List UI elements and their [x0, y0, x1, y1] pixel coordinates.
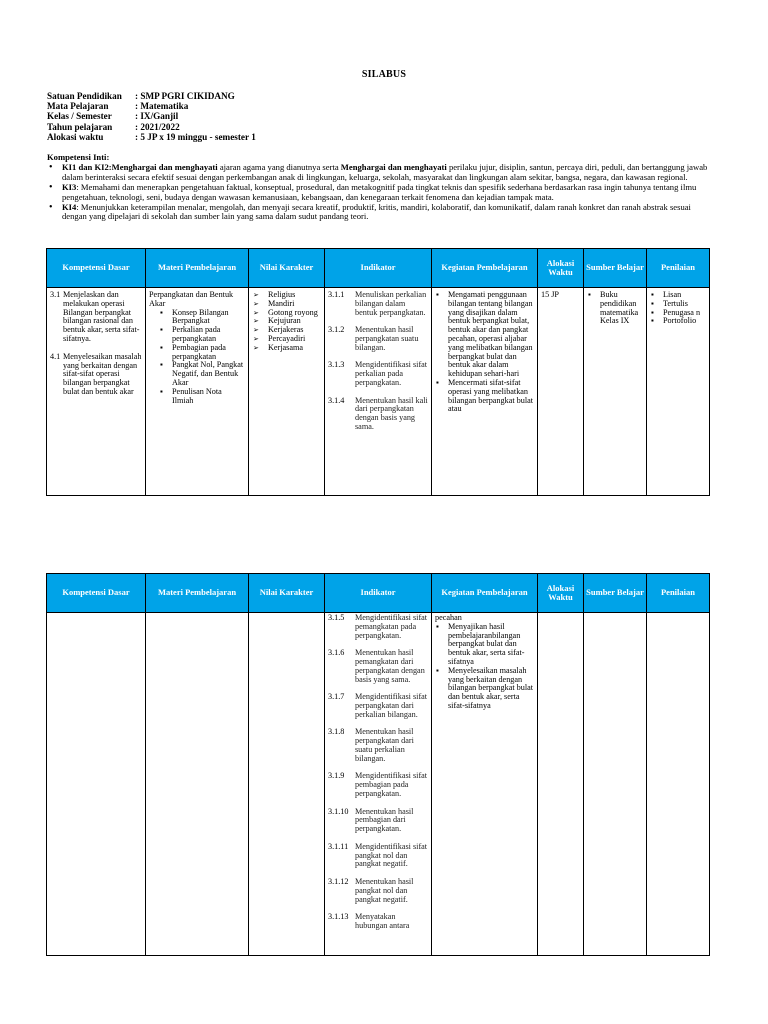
ki-bold-phrase: Menghargai dan menghayati [340, 161, 447, 172]
header-materi: Materi Pembelajaran [146, 574, 249, 613]
list-item: ▪ Pembagian pada perpangkatan [160, 344, 245, 362]
kd-item [50, 353, 142, 397]
indikator-number: 3.1.2 [328, 325, 345, 335]
meta-row [47, 111, 256, 121]
kd-text: Menyelesaikan masalah yang berkaitan dengan sifat-sifat operasi bilangan berpangkat bulat dan bentuk akar [63, 351, 142, 396]
header-penilaian: Penilaian [647, 249, 710, 288]
indikator-item [328, 614, 428, 640]
meta-value: : 2021/2022 [135, 121, 180, 132]
penilaian-list [650, 291, 706, 326]
kompetensi-inti-list [47, 163, 715, 222]
indikator-item [328, 843, 428, 869]
header-sumber: Sumber Belajar [584, 574, 647, 613]
indikator-item [328, 291, 428, 317]
indikator-text: Mengidentifikasi sifat perkalian pada perpangkatan. [355, 360, 428, 387]
document-title: SILABUS [361, 69, 407, 80]
indikator-item [328, 772, 428, 798]
meta-key: Alokasi waktu [47, 131, 104, 142]
list-item: ▪ Penugasa n [650, 309, 706, 318]
kegiatan-list [435, 614, 534, 711]
indikator-number: 3.1.12 [328, 876, 349, 886]
list-item: ➢ Mandiri [252, 300, 321, 309]
indikator-item [328, 397, 428, 432]
header-sumber: Sumber Belajar [584, 249, 647, 288]
indikator-text: Menentukan hasil kali dari perpangkatan dengan basis yang sama. [355, 395, 428, 431]
kompetensi-dasar-cell [47, 613, 146, 956]
meta-row [47, 122, 256, 132]
sumber-list [587, 291, 643, 326]
indikator-item [328, 728, 428, 763]
header-kegiatan: Kegiatan Pembelajaran [432, 574, 538, 613]
indikator-item [328, 361, 428, 387]
penilaian-cell [647, 613, 710, 956]
list-item: ▪ Penulisan Nota Ilmiah [160, 388, 245, 406]
ki-item [47, 163, 715, 183]
table-row [47, 613, 710, 956]
indikator-item [328, 326, 428, 352]
list-item: ▪ Menyajikan hasil pembelajaranbilangan berpangkat bulat dan bentuk akar, serta sifat-sifatnya [435, 623, 534, 667]
indikator-text: Menentukan hasil perpangkatan dari suatu perkalian bilangan. [355, 727, 414, 763]
ki-text: : Menunjukkan keterampilan menalar, mengolah, dan menyaji secara kreatif, produktif, kritis, mandiri, kolaboratif, dan komunikatif, dalam ranah konkret dan ranah abstrak sesuai dengan yang dipelajari di sekolah dan sumber lain yang sama dalam sudut pandang teori. [62, 201, 691, 222]
ki-text: ajaran agama yang dianutnya serta [217, 161, 341, 172]
list-item: ➢ Gotong royong [252, 309, 321, 318]
ki-bold-phrase: Menghargai dan menghayati [111, 161, 218, 172]
ki-item [47, 183, 715, 203]
header-indikator: Indikator [325, 574, 432, 613]
syllabus-table-continued [46, 573, 710, 956]
indikator-text: Menentukan hasil pembagian dari perpangkatan. [355, 806, 414, 834]
meta-key: Satuan Pendidikan [47, 91, 122, 101]
indikator-number: 3.1.9 [328, 771, 345, 781]
indikator-item [328, 913, 428, 931]
indikator-text: Menentukan hasil pangkat nol dan pangkat negatif. [355, 876, 414, 904]
list-item: ➢ Religius [252, 291, 321, 300]
indikator-number: 3.1.10 [328, 806, 349, 816]
list-item: ▪ Pangkat Nol, Pangkat Negatif, dan Bentuk Akar [160, 361, 245, 387]
ki-text: perilaku jujur, disiplin, santun, percaya diri, peduli, dan bertanggung jawab dalam berinteraksi secara efektif sesuai dengan perkembangan anak di lingkungan, keluarga, sekolah, masyarakat dan lingkungan alam sekitar, bangsa, negara, dan kawasan regional. [62, 161, 708, 182]
sumber-cell [584, 613, 647, 956]
indikator-number: 3.1.6 [328, 648, 345, 658]
indikator-item [328, 808, 428, 834]
list-item: ➢ Kerjasama [252, 344, 321, 353]
indikator-number: 3.1.13 [328, 912, 349, 922]
materi-title: Perpangkatan dan Bentuk Akar [149, 290, 234, 308]
table-header-row [47, 249, 710, 288]
indikator-text: Menentukan hasil pemangkatan dari perpangkatan dengan basis yang sama. [355, 648, 425, 684]
ki-text: : Memahami dan menerapkan pengetahuan faktual, konseptual, prosedural, dan metakognitif pada tingkat teknis dan spesifik sederhana berdasarkan rasa ingin tahunya tentang ilmu pengetahuan, teknologi, seni, budaya dengan wawasan kemanusiaan, kebangsaan, dan kenegaraan terkait fenomena dan kejadian tampak mata. [62, 181, 697, 202]
indikator-number: 3.1.3 [328, 360, 345, 370]
alokasi-cell: 15 JP [538, 288, 584, 496]
ki-lead: KI1 dan KI2: [62, 161, 112, 172]
nilai-list [252, 291, 321, 353]
table-row [47, 288, 710, 496]
indikator-number: 3.1.5 [328, 613, 345, 622]
table-header-row [47, 574, 710, 613]
indikator-number: 3.1.7 [328, 692, 345, 702]
meta-value: : SMP PGRI CIKIDANG [135, 91, 235, 101]
indikator-text: Menuliskan perkalian bilangan dalam bentuk perpangkatan. [355, 290, 427, 317]
indikator-item [328, 649, 428, 684]
kegiatan-cell [432, 613, 538, 956]
materi-cell [146, 288, 249, 496]
meta-value: : IX/Ganjil [135, 111, 179, 122]
indikator-text: Mengidentifikasi sifat pangkat nol dan pangkat negatif. [355, 841, 428, 869]
header-kompetensi-dasar: Kompetensi Dasar [47, 574, 146, 613]
nilai-karakter-cell [249, 613, 325, 956]
meta-value: : 5 JP x 19 minggu - semester 1 [135, 131, 256, 142]
meta-row [47, 91, 256, 101]
list-item: ➢ Kerjakeras [252, 326, 321, 335]
indikator-item [328, 878, 428, 904]
nilai-karakter-cell [249, 288, 325, 496]
list-item: ▪ Perkalian pada perpangkatan [160, 326, 245, 344]
header-nilai-karakter: Nilai Karakter [249, 249, 325, 288]
indikator-text: Mengidentifikasi sifat pemangkatan pada perpangkatan. [355, 613, 428, 640]
kd-text: Menjelaskan dan melakukan operasi Bilangan berpangkat bilangan rasional dan bentuk akar, serta sifat-sifatnya. [63, 290, 140, 343]
ki-lead: KI4 [62, 201, 77, 212]
indikator-number: 3.1.4 [328, 395, 345, 405]
kegiatan-cell [432, 288, 538, 496]
sumber-cell [584, 288, 647, 496]
meta-key: Tahun pelajaran [47, 121, 113, 132]
list-item: ▪ Lisan [650, 291, 706, 300]
indikator-text: Mengidentifikasi sifat pembagian pada perpangkatan. [355, 771, 428, 798]
list-item: ▪ Mengamati penggunaan bilangan tentang bilangan yang disajikan dalam bentuk berpangkat bulat, bentuk akar dan pangkat pecahan, operasi aljabar yang melibatkan bilangan berpangkat bulat dan bentuk akar dalam kehidupan sehari-hari [435, 291, 534, 379]
kd-item [50, 291, 142, 344]
meta-row [47, 101, 256, 111]
list-item-continuation: pecahan [435, 613, 462, 622]
list-item: ➢ Percayadiri [252, 335, 321, 344]
meta-row [47, 132, 256, 142]
meta-key: Mata Pelajaran [47, 101, 109, 112]
list-item: ▪ Portofolio [650, 317, 706, 326]
materi-cell [146, 613, 249, 956]
kd-number: 3.1 [50, 290, 61, 299]
list-item: ▪ Konsep Bilangan Berpangkat [160, 309, 245, 327]
indikator-cell [325, 288, 432, 496]
ki-item [47, 203, 715, 223]
indikator-number: 3.1.1 [328, 290, 345, 299]
header-kompetensi-dasar: Kompetensi Dasar [47, 249, 146, 288]
header-indikator: Indikator [325, 249, 432, 288]
header-penilaian: Penilaian [647, 574, 710, 613]
kompetensi-inti-section [47, 153, 715, 222]
list-item: ▪ Menyelesaikan masalah yang berkaitan dengan bilangan berpangkat bulat dan bentuk akar, serta sifat-sifatnya [435, 667, 534, 711]
indikator-cell [325, 613, 432, 956]
penilaian-cell [647, 288, 710, 496]
materi-list [149, 309, 245, 406]
indikator-text: Mengidentifikasi sifat perpangkatan dari perkalian bilangan. [355, 692, 428, 719]
kompetensi-dasar-cell [47, 288, 146, 496]
list-item: ▪ Buku pendidikan matematika Kelas IX [587, 291, 643, 326]
header-nilai-karakter: Nilai Karakter [249, 574, 325, 613]
meta-key: Kelas / Semester [47, 111, 112, 122]
indikator-text: Menentukan hasil perpangkatan suatu bilangan. [355, 325, 419, 352]
indikator-item [328, 693, 428, 719]
list-item: ▪ Mencermati sifat-sifat operasi yang melibatkan bilangan berpangkat bulat atau [435, 379, 534, 414]
header-kegiatan: Kegiatan Pembelajaran [432, 249, 538, 288]
kompetensi-inti-heading: Kompetensi Inti: [47, 152, 110, 162]
meta-value: : Matematika [135, 101, 189, 112]
alokasi-cell [538, 613, 584, 956]
kegiatan-list [435, 291, 534, 414]
header-alokasi: Alokasi Waktu [538, 574, 584, 613]
syllabus-table [46, 248, 710, 496]
indikator-text: Menyatakan hubungan antara [355, 912, 410, 930]
header-alokasi: Alokasi Waktu [538, 249, 584, 288]
ki-lead: KI3 [62, 181, 77, 192]
kd-number: 4.1 [50, 351, 61, 361]
indikator-number: 3.1.8 [328, 727, 345, 737]
header-materi: Materi Pembelajaran [146, 249, 249, 288]
indikator-number: 3.1.11 [328, 841, 349, 851]
list-item: ➢ Kejujuran [252, 317, 321, 326]
identity-block [47, 91, 256, 142]
list-item: ▪ Tertulis [650, 300, 706, 309]
